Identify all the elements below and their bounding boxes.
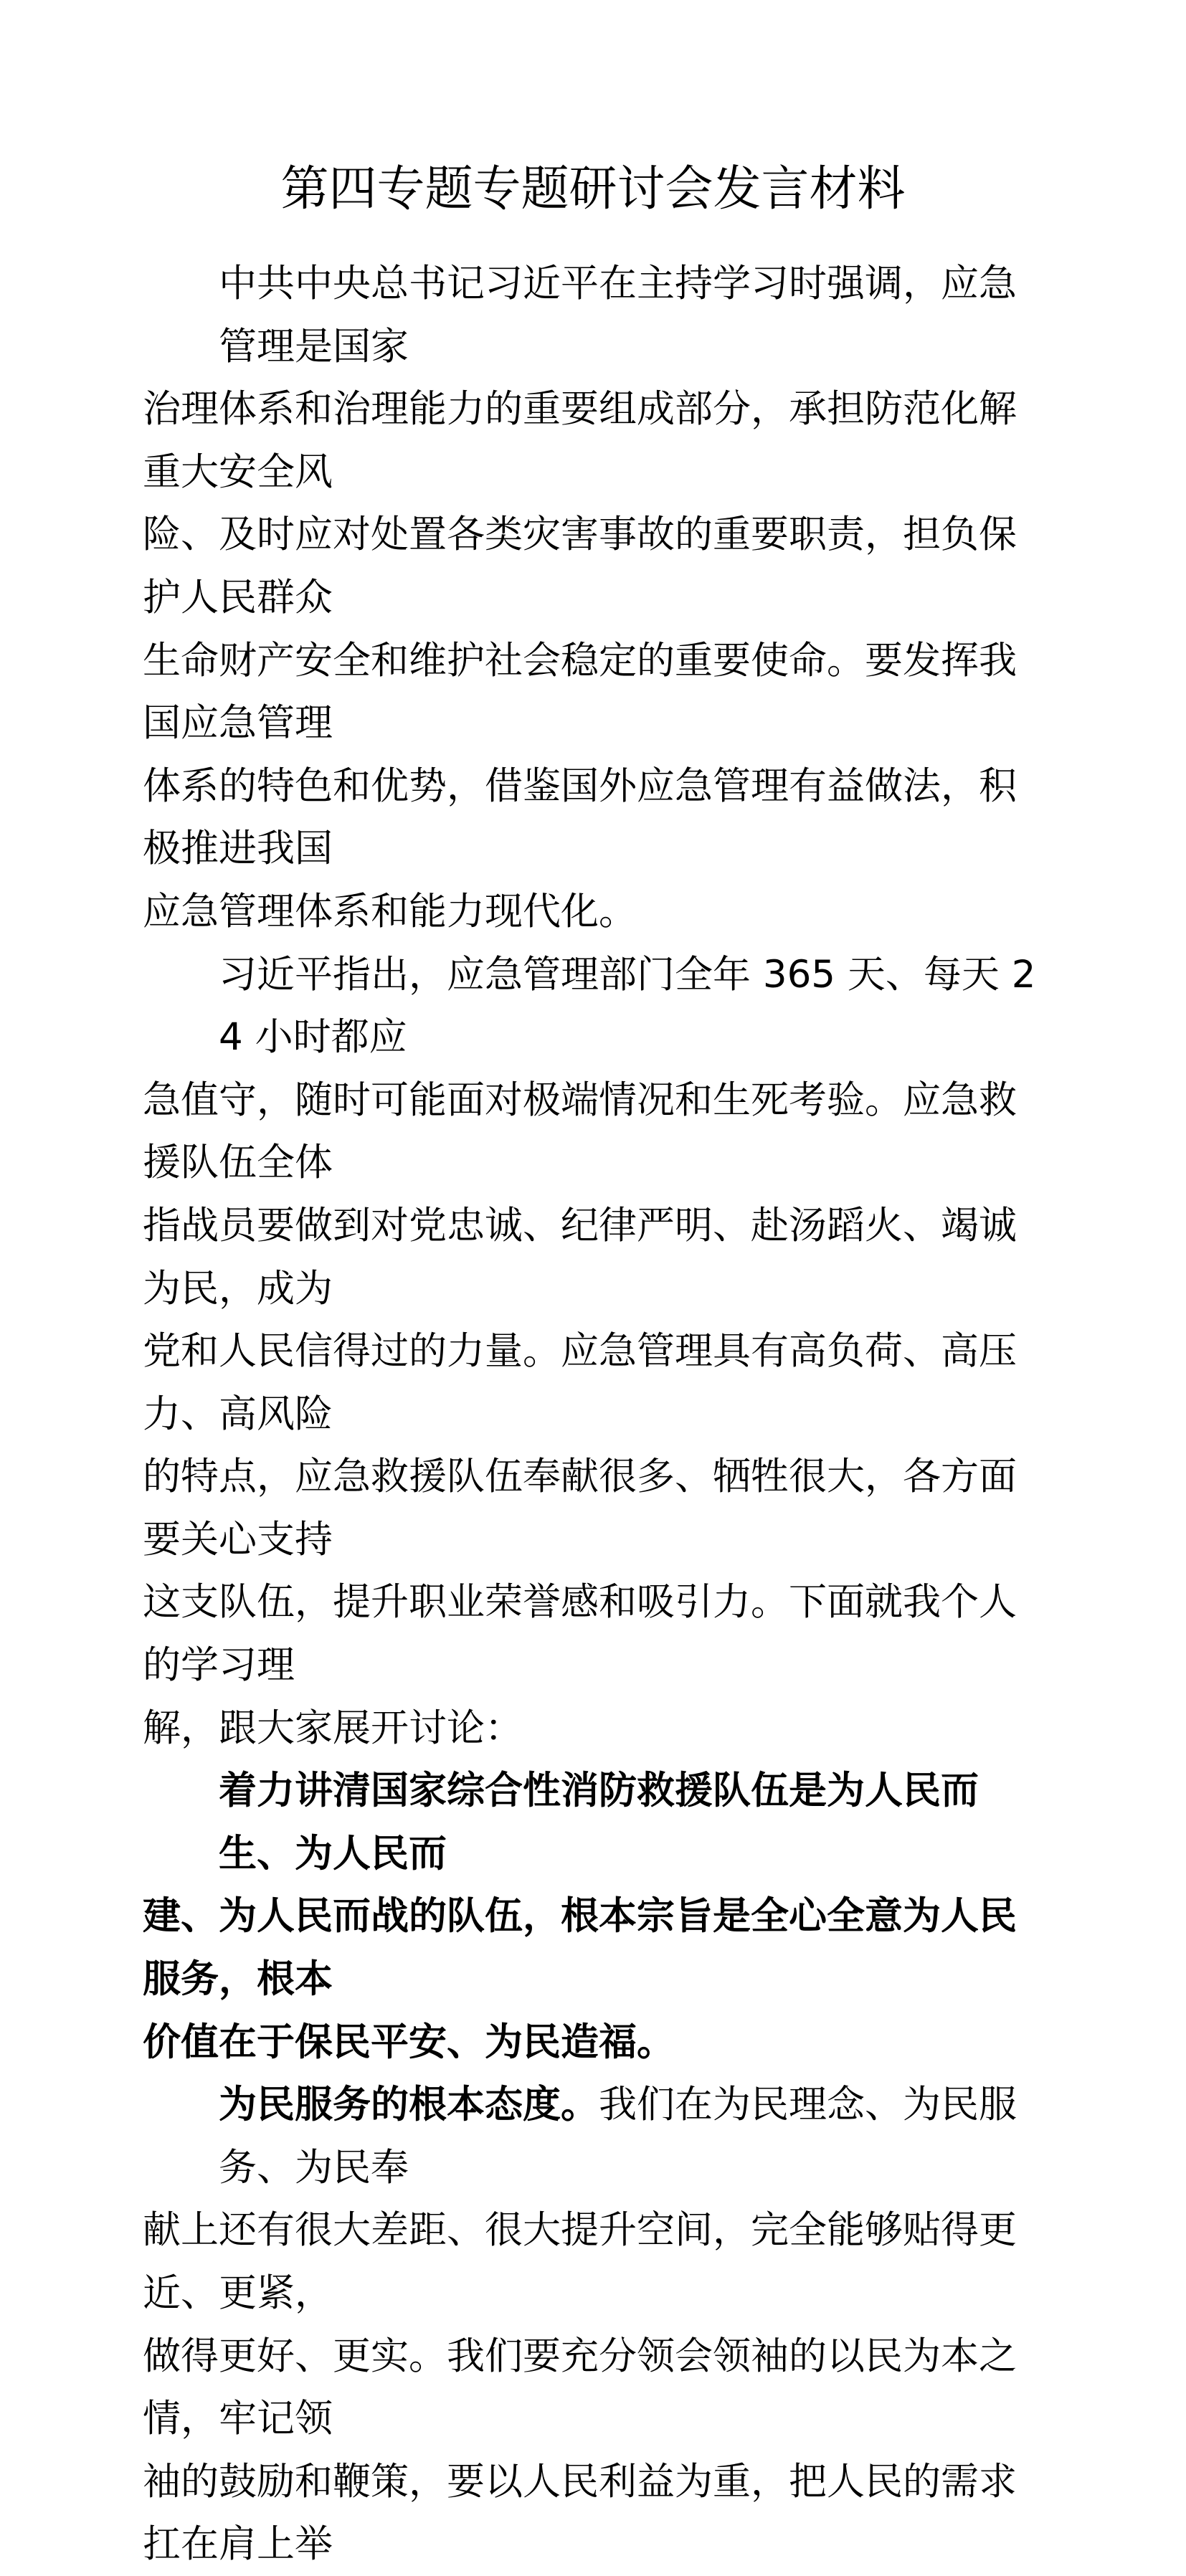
text-line [143, 1445, 1048, 1571]
bold-text: 建、为人民而战的队伍，根本宗旨是全心全意为人民服务，根本 [143, 1894, 1017, 2002]
body-text: 险、及时应对处置各类灾害事故的重要职责，担负保护人民群众 [143, 513, 1017, 619]
document-title: 第四专题专题研讨会发言材料 [280, 161, 906, 217]
body-text: 生命财产安全和维护社会稳定的重要使命。要发挥我国应急管理 [143, 638, 1017, 746]
text-line [143, 1069, 1048, 1194]
text-line [143, 1194, 1048, 1320]
text-line [143, 1697, 1048, 1760]
body-text: 解，跟大家展开讨论： [143, 1706, 523, 1750]
paragraph [143, 1759, 1048, 2073]
body-text: 做得更好、更实。我们要充分领会领袖的以民为本之情，牢记领 [143, 2334, 1017, 2441]
text-line [143, 1571, 1048, 1696]
body-text: 中共中央总书记习近平在主持学习时强调，应急管理是国家 [219, 262, 1017, 369]
bold-text: 价值在于保民平安、为民造福。 [143, 2020, 675, 2064]
body-text: 党和人民信得过的力量。应急管理具有高负荷、高压力、高风险 [143, 1329, 1017, 1436]
text-line [143, 503, 1048, 629]
text-line [143, 1759, 1048, 1885]
paragraph [143, 252, 1048, 944]
body-text: 急值守，随时可能面对极端情况和生死考验。应急救援队伍全体 [143, 1078, 1017, 1185]
text-line [143, 755, 1048, 880]
text-line [143, 252, 1048, 378]
body-text: 我们在为民理念、为民服务、为民奉 [219, 2083, 1017, 2190]
body-text: 习近平指出，应急管理部门全年 365 天、每天 24 小时都应 [219, 952, 1036, 1060]
text-line [143, 2011, 1048, 2074]
body-text: 治理体系和治理能力的重要组成部分，承担防范化解重大安全风 [143, 387, 1017, 494]
body-text: 献上还有很大差距、很大提升空间，完全能够贴得更近、更紧， [143, 2208, 1017, 2315]
text-line [143, 2325, 1048, 2451]
body-text: 体系的特色和优势，借鉴国外应急管理有益做法，积极推进我国 [143, 764, 1017, 871]
text-line [143, 378, 1048, 503]
body-text: 袖的鼓励和鞭策，要以人民利益为重，把人民的需求扛在肩上举 [143, 2459, 1017, 2567]
text-line [143, 944, 1048, 1069]
paragraph [143, 2073, 1048, 2576]
body-text: 这支队伍，提升职业荣誉感和吸引力。下面就我个人的学习理 [143, 1580, 1017, 1688]
document-body [143, 252, 1048, 2576]
text-line [143, 1885, 1048, 2010]
text-line [143, 2451, 1048, 2576]
text-line [143, 2073, 1048, 2199]
body-text: 的特点，应急救援队伍奉献很多、牺牲很大，各方面要关心支持 [143, 1455, 1017, 1562]
text-line [143, 1320, 1048, 1445]
body-text: 应急管理体系和能力现代化。 [143, 889, 637, 933]
paragraph [143, 944, 1048, 1760]
bold-text: 为民服务的根本态度。 [219, 2083, 599, 2127]
text-line [143, 880, 1048, 944]
text-line [143, 2199, 1048, 2324]
text-line [143, 629, 1048, 755]
body-text: 指战员要做到对党忠诚、纪律严明、赴汤蹈火、竭诚为民，成为 [143, 1203, 1017, 1311]
bold-text: 着力讲清国家综合性消防救援队伍是为人民而生、为人民而 [219, 1769, 979, 1876]
